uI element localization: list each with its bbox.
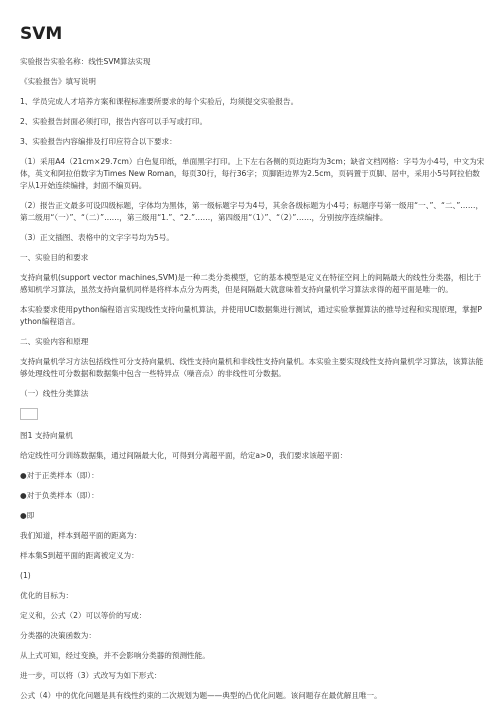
equivalent-form-line: 定义和，公式（2）可以等价的写成： (20, 611, 147, 620)
formatting-rule-2: （2）报告正⽂最多可设四级标题，字体均为⿊体，第⼀级标题字号为4号，其余各级标题为⼩4号；标题序号第⼀级⽤“⼀、”、“⼆、”……，第⼆级⽤“（⼀）”、“（⼆）”……，第三级⽤“1.”、“2.”……，第四级⽤“（1）”、“（2）”……，分别按序连续编排。 (20, 201, 484, 222)
equation-number-1: (1) (20, 571, 31, 580)
objective-line: 优化的⽬标为： (20, 591, 74, 600)
formatting-rule-3: （3）正⽂插图、表格中的⽂字字号均为5号。 (20, 233, 174, 242)
experiment-name-line: 实验报告实验名称：线性SVM算法实现 (20, 57, 151, 66)
instructions-heading: 《实验报告》填写说明 (20, 77, 96, 86)
convex-problem-line: 公式（4）中的优化问题是具有线性约束的⼆次规划为题——典型的凸优化问题。该问题存在最优解且唯⼀。 (20, 691, 382, 700)
formatting-rule-1: （1）采⽤A4（21cm×29.7cm）⽩⾊复印纸，单⾯⿊字打印。上下左右各侧的页边距均为3cm；缺省⽂档⽹格：字号为⼩4号，中⽂为宋体，英⽂和阿拉伯数字为Times New Roman，每页30⾏，每⾏36字；页脚距边界为2.5cm，页码置于页脚、居中，采⽤⼩5号阿拉伯数字从1开始连续编排，封⾯不编页码。 (20, 157, 485, 190)
distance-line: 我们知道，样本到超平⾯的距离为： (20, 531, 142, 540)
decision-function-line: 分类器的决策函数为： (20, 631, 96, 640)
subsection-heading-linear: （⼀）线性分类算法 (20, 389, 89, 398)
section-heading-content: ⼆、实验内容和原理 (20, 337, 89, 346)
instruction-1: 1、学员完成⼈才培养⽅案和课程标准要所要求的每个实验后，均须提交实验报告。 (20, 97, 299, 106)
missing-figure-image (20, 408, 38, 420)
hyperplane-paragraph: 给定线性可分训练数据集，通过间隔最⼤化，可得到分离超平⾯，给定a>0，我们要求该超平⾯： (20, 451, 348, 460)
transform-note-line: 从上式可知，经过变换，并不会影响分类器的预测性能。 (20, 651, 210, 660)
instruction-2: 2、实验报告封⾯必须打印，报告内容可以⼿写或打印。 (20, 117, 208, 126)
bullet-negative: ●对于负类样本（即）： (20, 491, 99, 500)
experiment-requirement-paragraph: 本实验要求使⽤python编程语⾔实现线性⽀持向量机算法，并使⽤UCI数据集进⾏测试，通过实验掌握算法的推导过程和实现原理，掌握Python编程语⾔。 (20, 305, 482, 326)
svm-intro-paragraph: ⽀持向量机(support vector machines,SVM)是⼀种⼆类分类模型，它的基本模型是定义在特征空间上的间隔最⼤的线性分类器，相⽐于感知机学习算法，虽然⽀持向量机同样是将样本点分为两类，但是间隔最⼤就意味着⽀持向量机学习算法求得的超平⾯是唯⼀的。 (20, 273, 482, 294)
figure-caption: 图1 ⽀持向量机 (20, 431, 73, 440)
set-distance-line: 样本集S到超平⾯的距离被定义为： (20, 551, 139, 560)
section-heading-goals: ⼀、实验⽬的和要求 (20, 253, 89, 262)
instruction-3: 3、实验报告内容编排及打印应符合以下要求： (20, 137, 177, 146)
svm-methods-paragraph: ⽀持向量机学习⽅法包括线性可分⽀持向量机、线性⽀持向量机和⾮线性⽀持向量机。本实验主要实现线性⽀持向量机学习算法，该算法能够处理线性可分数据和数据集中包含⼀些特异点（噪⾳点）的⾮线性可分数据。 (20, 357, 484, 378)
bullet-positive: ●对于正类样本（即）： (20, 471, 99, 480)
document-title: SVM (20, 24, 63, 44)
rewrite-line: 进⼀步，可以将（3）式改写为如下形式： (20, 671, 162, 680)
bullet-combined: ●即 (20, 511, 35, 520)
